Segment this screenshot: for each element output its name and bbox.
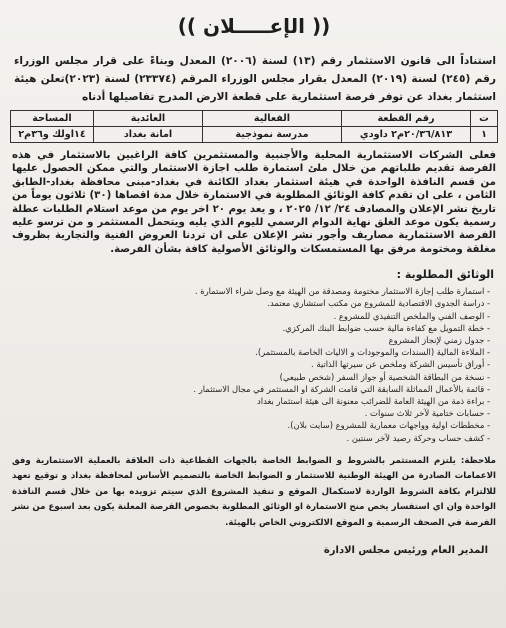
list-item: - جدول زمني لإنجاز المشروع [10,334,490,346]
list-item: - مخططات اولية وواجهات معمارية للمشروع (سايت بلان). [10,419,490,431]
cell-ownership: امانة بغداد [94,127,203,143]
list-item: - استمارة طلب إجازة الاستثمار مختومة ومصدقة من الهيئة مع وصل شراء الاستمارة . [10,285,490,297]
required-documents-list [10,285,490,444]
intro-paragraph: استناداً الى قانون الاستثمار رقم (١٣) لسنة (٢٠٠٦) المعدل وبناءً على قرار مجلس الوزراء رقم (٢٤٥) لسنة (٢٠١٩) المعدل بقرار مجلس الوزراء المرقم (٢٣٣٧٤) لسنة (٢٠٢٣)تعلن هيئة استثمار بغداد عن توفر فرصة استثمارية على قطعة الارض المدرج تفاصيلها أدناه [14,55,496,103]
table-row [11,127,498,143]
list-item: - الملاءة المالية (السندات والموجودات و الاليات الخاصة بالمستثمر). [10,346,490,358]
body-paragraph: فعلى الشركات الاستثمارية المحلية والأجنبية والمستثمرين كافة الراغبين بالاستثمار في هذه الفرصة تقديم طلباتهم من خلال ملئ استمارة طلب اجازة الاستثمار والتي ممكن الحصول عليها من قسم النافذة الواحدة في هيئة استثمار بغداد الكائنة في بغداد-مبنى محافظة بغداد-الطابق الثامن ، على ان تقدم كافة الوثائق المطلوبة في الاستمارة خلال مدة اقصاها (٣٠) ثلاثون يوماً من تاريخ نشر الإعلان والمصادف ٢٤/ ١٢/ ٢٠٢٥ ، و يعد يوم ٢٠ اخر يوم من موعد استلام الطلبات عطلة رسمية يكون موعد الغلق نهاية الدوام الرسمي لليوم الذي يليه ويتحمل المستثمر و من ترسو عليه الفرصة الاستثمارية مصاريف وأجور نشر الإعلان على ان تردنا العروض الفنية والتجارية بظروف مغلقة ومختومة مرفق بها المستمسكات والوثائق الأصولية كافة بشأن الفرصة. [12,150,496,255]
table-header-row [11,111,498,127]
list-item: - دراسة الجدوى الاقتصادية للمشروع من مكتب استشاري معتمد. [10,297,490,309]
list-item: - الوصف الفني والملخص التنفيذي للمشروع . [10,310,490,322]
header-index: ت [471,111,498,127]
list-item: - خطة التمويل مع كفاءة مالية حسب ضوابط البنك المركزي. [10,322,490,334]
cell-index: ١ [471,127,498,143]
list-item: - حسابات ختامية لآخر ثلاث سنوات . [10,407,490,419]
header-ownership: العائدية [94,111,203,127]
cell-activity: مدرسة نموذجية [203,127,342,143]
header-plot-number: رقم القطعة [342,111,471,127]
list-item: - قائمة بالأعمال المماثلة السابقة التي قامت الشركة او المستثمر في مجال الاستثمار . [10,383,490,395]
list-item: - كشف حساب وحركة رصيد لآخر سنتين . [10,432,490,444]
cell-plot-number: ٢٠/٣٦/٨١٣م٢ داودي [342,127,471,143]
header-area: المساحة [11,111,94,127]
list-item: - أوراق تأسيس الشركة وملخص عن سيرتها الذاتية . [10,358,490,370]
cell-area: ١٤اولك و٣٦م٢ [11,127,94,143]
list-item: - براءة ذمة من الهيئة العامة للضرائب معنونة الى هيئة استثمار بغداد [10,395,490,407]
header-activity: الفعالية [203,111,342,127]
list-item: - نسخة من البطاقة الشخصية أو جواز السفر (شخص طبيعي) [10,371,490,383]
plot-table [10,110,498,143]
announcement-title: (( الإعـــــلان )) [177,14,331,38]
required-documents-title: الوثائق المطلوبة : [396,268,494,282]
note-paragraph: ملاحظة: يلتزم المستثمر بالشروط و الضوابط الخاصة بالجهات القطاعية ذات العلاقة بالعملية الاستثمارية وفق الاعمامات الصادرة من الهيئة الوطنية للاستثمار و الضوابط الخاصة بالتصميم الأساس لمحافظة بغداد و توقيع تعهد للالتزام بكافة الشروط الواردة لاستكمال الموقع و تنفيذ المشروع الذي سيتم تزويده بها من خلال قسم النافذة الواحدة وان اي استفسار يخص منح الاستمارة او الوثائق المطلوبة بخصوص الفرصة المعلنة يكون بعد اسبوع من نشر الفرصة في الصحف الرسمية و الموقع الالكتروني الخاص بالهيئة. [12,455,496,528]
signature-line: المدير العام ورئيس مجلس الادارة [323,544,488,556]
